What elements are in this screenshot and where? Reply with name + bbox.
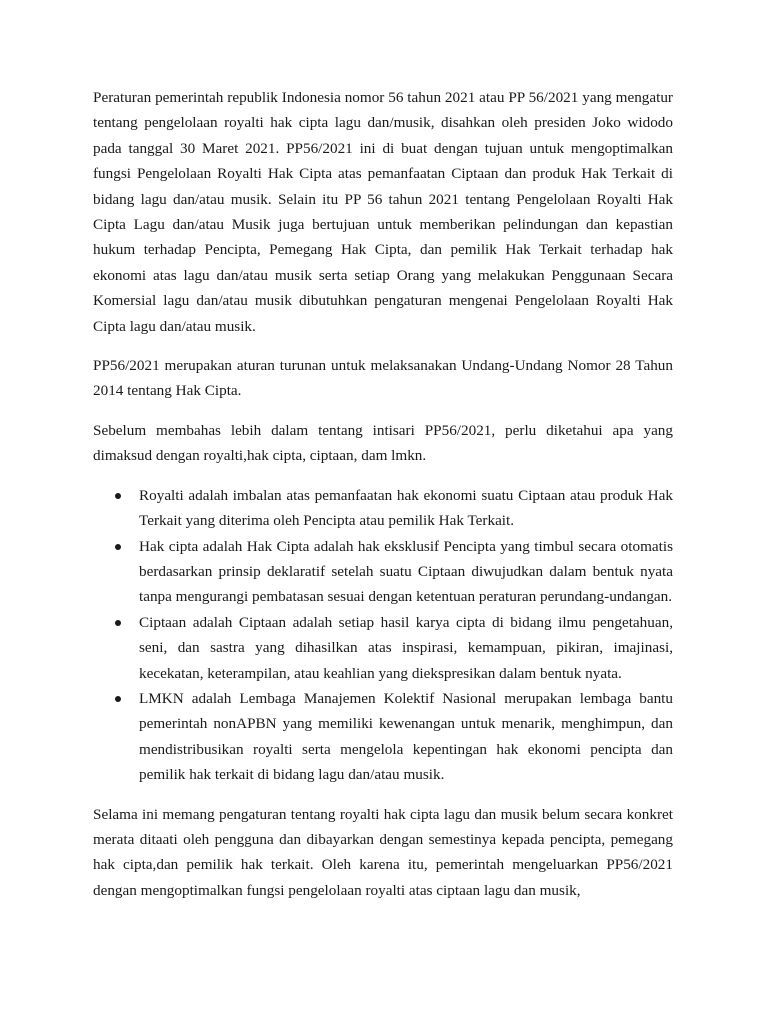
list-item-ciptaan [93, 610, 673, 686]
list-item-text: Royalti adalah imbalan atas pemanfaatan hak ekonomi suatu Ciptaan atau produk Hak Terkait yang diterima oleh Pencipta atau pemilik Hak Terkait. [139, 486, 673, 530]
list-item-hak-cipta [93, 534, 673, 610]
list-item-lmkn [93, 686, 673, 788]
definitions-intro-paragraph: Sebelum membahas lebih dalam tentang intisari PP56/2021, perlu diketahui apa yang dimaksud dengan royalti,hak cipta, ciptaan, dam lmkn. [93, 421, 673, 465]
intro-paragraph: Peraturan pemerintah republik Indonesia nomor 56 tahun 2021 atau PP 56/2021 yang mengatur tentang pengelolaan royalti hak cipta lagu dan/musik, disahkan oleh presiden Joko widodo pada tanggal 30 Maret 2021. PP56/2021 ini di buat dengan tujuan untuk mengoptimalkan fungsi Pengelolaan Royalti Hak Cipta atas pemanfaatan Ciptaan dan produk Hak Terkait di bidang lagu dan/atau musik. Selain itu PP 56 tahun 2021 tentang Pengelolaan Royalti Hak Cipta Lagu dan/atau Musik juga bertujuan untuk memberikan pelindungan dan kepastian hukum terhadap Pencipta, Pemegang Hak Cipta, dan pemilik Hak Terkait terhadap hak ekonomi atas lagu dan/atau musik serta setiap Orang yang melakukan Penggunaan Secara Komersial lagu dan/atau musik dibutuhkan pengaturan mengenai Pengelolaan Royalti Hak Cipta lagu dan/atau musik. [93, 89, 673, 335]
bullet-icon [115, 620, 121, 626]
bullet-icon [115, 544, 121, 550]
closing-paragraph: Selama ini memang pengaturan tentang royalti hak cipta lagu dan musik belum secara konkret merata ditaati oleh pengguna dan dibayarkan dengan semestinya kepada pencipta, pemegang hak cipta,dan pemilik hak terkait. Oleh karena itu, pemerintah mengeluarkan PP56/2021 dengan mengoptimalkan fungsi pengelolaan royalti atas ciptaan lagu dan musik, [93, 805, 673, 899]
definitions-list [93, 483, 673, 788]
list-item-royalti [93, 483, 673, 534]
bullet-icon [115, 493, 121, 499]
document-page [93, 85, 673, 917]
derivative-regulation-paragraph: PP56/2021 merupakan aturan turunan untuk melaksanakan Undang-Undang Nomor 28 Tahun 2014 tentang Hak Cipta. [93, 357, 673, 400]
bullet-icon [115, 696, 121, 702]
list-item-text: Ciptaan adalah Ciptaan adalah setiap hasil karya cipta di bidang ilmu pengetahuan, seni, dan sastra yang dihasilkan atas inspirasi, kemampuan, pikiran, imajinasi, kecekatan, keterampilan, atau keahlian yang diekspresikan dalam bentuk nyata. [139, 613, 673, 682]
list-item-text: LMKN adalah Lembaga Manajemen Kolektif Nasional merupakan lembaga bantu pemerintah nonAPBN yang memiliki kewenangan untuk menarik, menghimpun, dan mendistribusikan royalti serta mengelola kepentingan hak ekonomi pencipta dan pemilik hak terkait di bidang lagu dan/atau musik. [139, 689, 673, 784]
list-item-text: Hak cipta adalah Hak Cipta adalah hak eksklusif Pencipta yang timbul secara otomatis berdasarkan prinsip deklaratif setelah suatu Ciptaan diwujudkan dalam bentuk nyata tanpa mengurangi pembatasan sesuai dengan ketentuan peraturan perundang-undangan. [139, 537, 673, 606]
